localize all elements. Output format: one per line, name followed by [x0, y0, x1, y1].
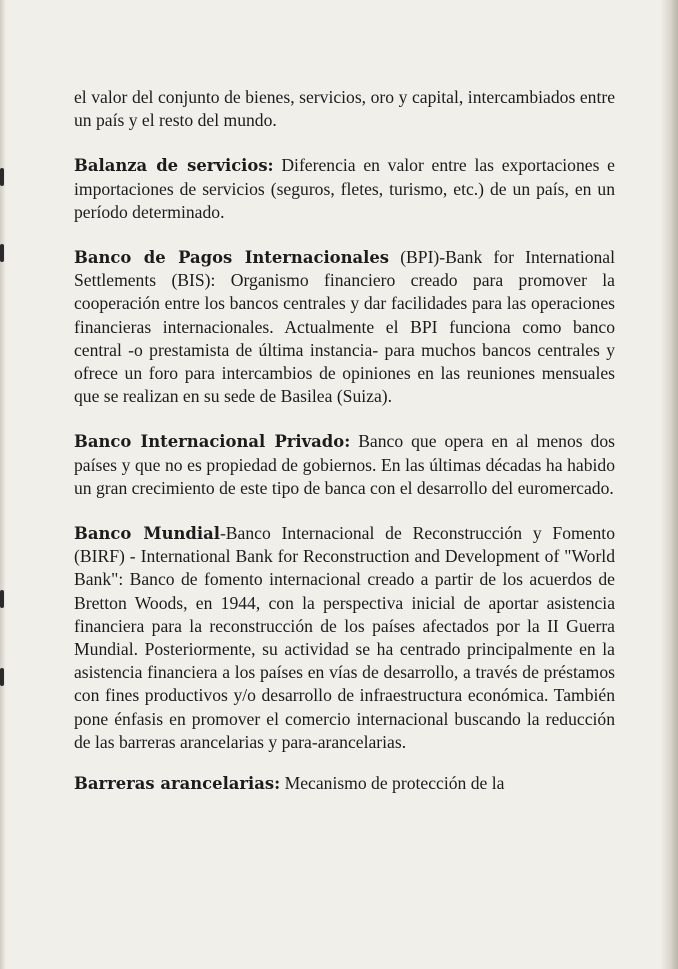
entry-term: Banco Internacional Privado:: [74, 432, 351, 452]
entry-definition: -Banco Internacional de Reconstrucción y Fomento (BIRF) - International Bank for Reconstruction and Development of "World Bank": Banco de fomento internacional creado a partir de los acuerdos de Bretton Woods, en 1944, con la perspectiva inicial de aportar asistencia financiera para la reconstrucción de los países afectados por la II Guerra Mundial. Posteriormente, su actividad se ha centrado principalmente en la asistencia financiera a los países en vías de desarrollo, a través de préstamos con fines productivos y/o desarrollo de infraestructura económica. También pone énfasis en promover el comercio internacional buscando la reducción de las barreras arancelarias y para-arancelarias.: [74, 523, 615, 752]
glossary-entry-balanza-de-servicios: [74, 154, 615, 224]
entry-definition: Diferencia en valor entre las exportaciones e importaciones de servicios (seguros, fletes, turismo, etc.) de un país, en un período determinado.: [74, 155, 615, 222]
entry-term: Barreras arancelarias:: [74, 774, 281, 794]
entry-definition: el valor del conjunto de bienes, servicios, oro y capital, intercambiados entre un país y el resto del mundo.: [74, 87, 615, 131]
glossary-entry-barreras-arancelarias: [74, 772, 615, 795]
entry-definition: Mecanismo de protección de la: [280, 773, 505, 794]
spine-mark: [0, 590, 4, 608]
spine-mark: [0, 668, 4, 686]
entry-definition: Banco que opera en al menos dos países y que no es propiedad de gobiernos. En las últimas décadas ha habido un gran crecimiento de este tipo de banca con el desarrollo del euromercado.: [74, 431, 615, 498]
glossary-entry-continuation: [74, 86, 615, 132]
glossary-entry-banco-internacional-privado: [74, 430, 615, 500]
spine-mark: [0, 244, 4, 262]
glossary-page-body: [74, 86, 615, 817]
spine-mark: [0, 168, 4, 186]
page-left-edge: [0, 0, 6, 969]
entry-term: Balanza de servicios:: [74, 156, 274, 176]
page-right-edge: [660, 0, 678, 969]
entry-definition: (BPI)-Bank for International Settlements (BIS): Organismo financiero creado para promover la cooperación entre los bancos centrales y dar facilidades para las operaciones financieras internacionales. Actualmente el BPI funciona como banco central -o prestamista de última instancia- para muchos bancos centrales y ofrece un foro para intercambios de opiniones en las reuniones mensuales que se realizan en su sede de Basilea (Suiza).: [74, 247, 615, 407]
entry-term: Banco Mundial: [74, 524, 220, 544]
glossary-entry-banco-de-pagos-internacionales: [74, 246, 615, 408]
entry-term: Banco de Pagos Internacionales: [74, 248, 390, 268]
glossary-entry-banco-mundial: [74, 522, 615, 754]
